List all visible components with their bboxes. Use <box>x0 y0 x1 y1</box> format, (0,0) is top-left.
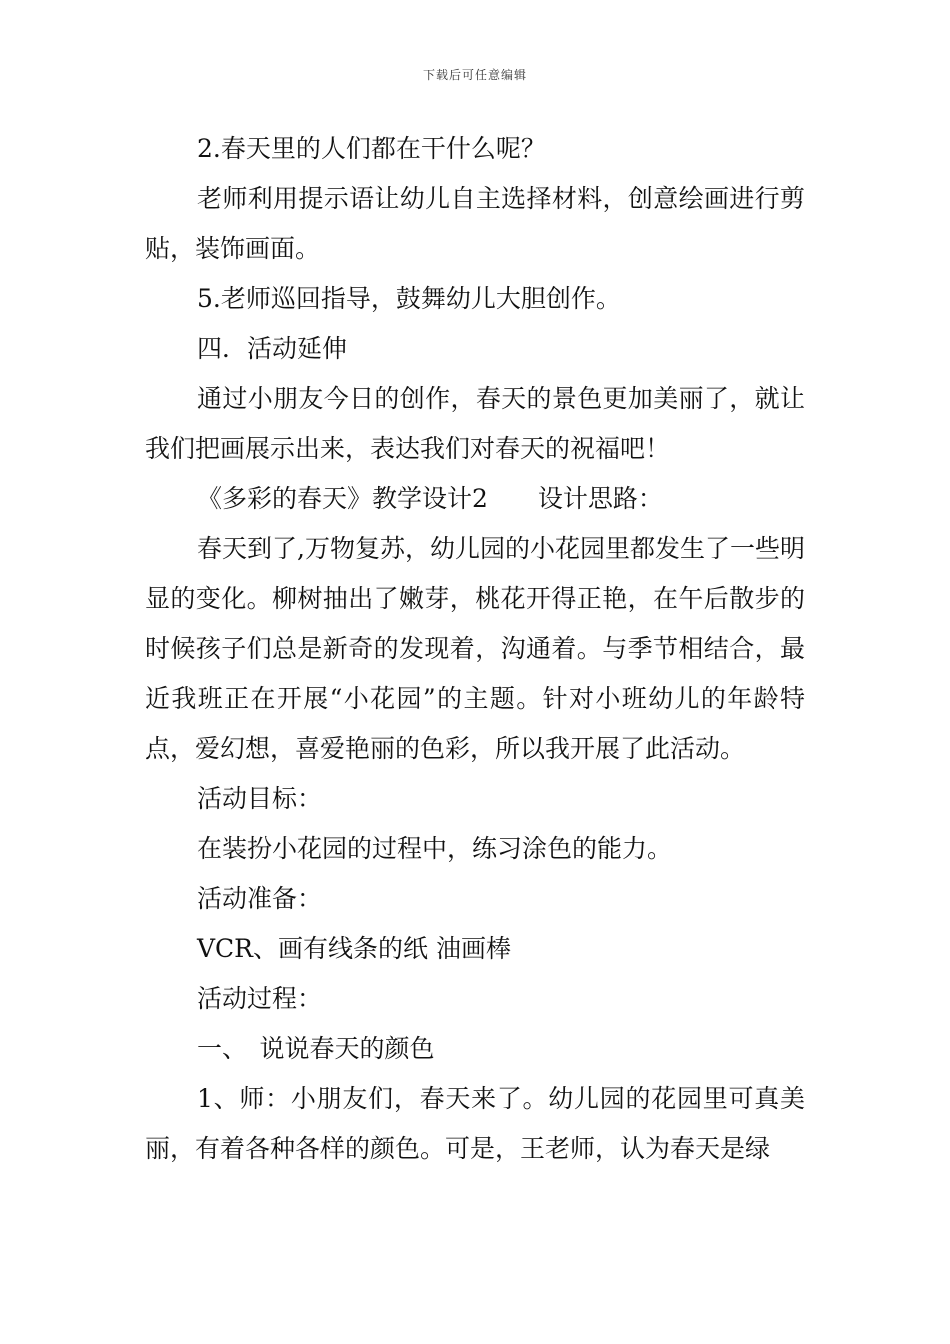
heading-process: 活动过程： <box>197 984 323 1013</box>
paragraph-extension: 通过小朋友今日的创作，春天的景色更加美丽了，就让我们把画展示出来，表达我们对春天的祝福吧！ <box>145 384 805 463</box>
heading-goals: 活动目标： <box>197 784 323 813</box>
design-title: 《多彩的春天》教学设计2 设计思路： <box>197 484 663 513</box>
section-heading-extension: 四．活动延伸 <box>197 334 348 363</box>
paragraph-step-one: 1、师：小朋友们，春天来了。幼儿园的花园里可真美丽，有着各种各样的颜色。可是，王老师，认为春天是绿 <box>145 1084 805 1163</box>
step-one-heading: 一、 说说春天的颜色 <box>197 1034 435 1063</box>
paragraph-question: 2.春天里的人们都在干什么呢？ <box>197 134 546 163</box>
paragraph-preparation: VCR、画有线条的纸 油画棒 <box>197 934 511 963</box>
heading-preparation: 活动准备： <box>197 884 323 913</box>
paragraph-guidance: 5.老师巡回指导，鼓舞幼儿大胆创作。 <box>197 284 621 313</box>
document-body <box>145 124 805 1174</box>
paragraph-goals: 在装扮小花园的过程中，练习涂色的能力。 <box>197 834 673 863</box>
page-header-note: 下载后可任意编辑 <box>422 68 527 82</box>
paragraph-materials: 老师利用提示语让幼儿自主选择材料，创意绘画进行剪贴，装饰画面。 <box>145 184 805 263</box>
paragraph-design-idea: 春天到了,万物复苏，幼儿园的小花园里都发生了一些明显的变化。柳树抽出了嫩芽，桃花开得正艳，在午后散步的时候孩子们总是新奇的发现着，沟通着。与季节相结合，最近我班正在开展“小花园”的主题。针对小班幼儿的年龄特点，爱幻想，喜爱艳丽的色彩，所以我开展了此活动。 <box>145 534 805 763</box>
